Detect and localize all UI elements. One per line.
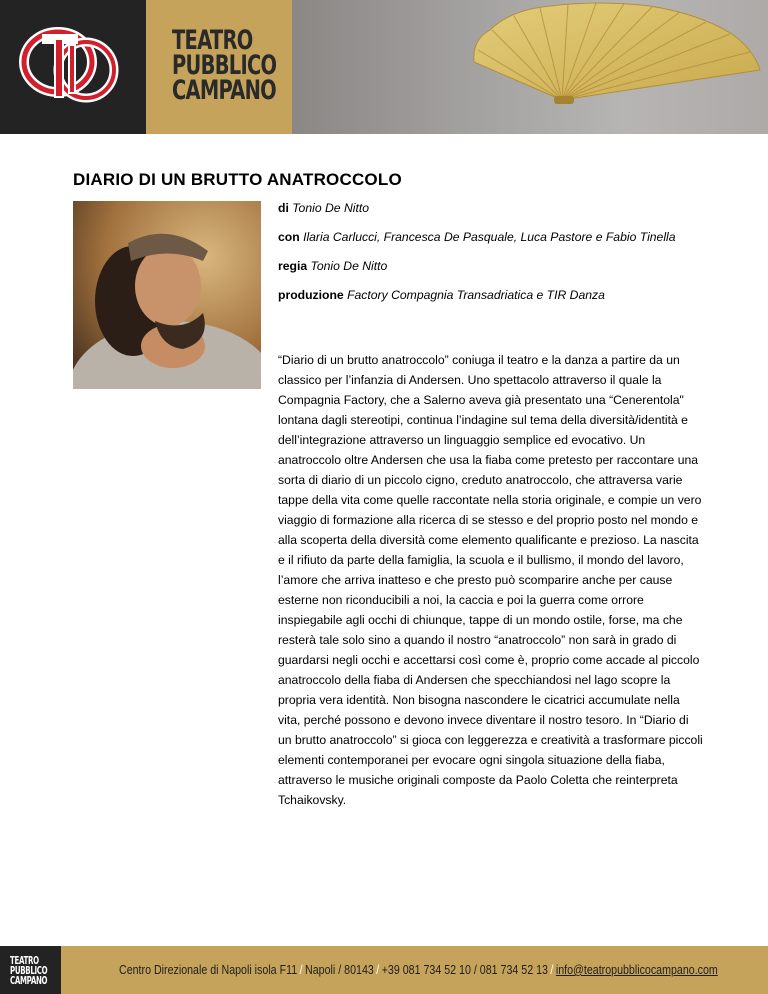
footer-separator: / — [550, 962, 554, 977]
footer-separator: / — [376, 962, 380, 977]
article-body: “Diario di un brutto anatroccolo” coniuga il teatro e la danza a partire da un classico per l’infanzia di Andersen. Uno spettacolo attraverso il quale la Compagnia Factory, che a Salerno aveva già presentato una “Cenerentola" lontana dagli stereotipi, continua l’indagine sul tema della diversità/identità e dell’integrazione attraverso un linguaggio semplice ed evocativo. Un anatroccolo oltre Andersen che usa la fiaba come pretesto per raccontare una sorta di diario di un piccolo cigno, creduto anatroccolo, che attraversa varie tappe della vita come quelle raccontate nella storia originale, e compie un vero viaggio di formazione alla ricerca di se stesso e del proprio posto nel mondo e alla scoperta della diversità come elemento qualificante e prezioso. La nascita e il rifiuto da parte della famiglia, la scuola e il bullismo, il mondo del lavoro, l’amore che arriva inatteso e che presto può scomparire anche per cause esterne non riconducibili a noi, la caccia e poi la guerra come orrore inspiegabile agli occhi di chiunque, tappe di un mondo ostile, forse, ma che resterà tale solo sino a quando il nostro “anatroccolo” non sarà in grado di guardarsi negli occhi e accettarsi così come è, proprio come accade al piccolo anatroccolo della fiaba di Andersen che specchiandosi nel lago scopre la propria vera identità. Non bisogna nascondere le cicatrici accumulate nella vita, perché possono e devono invece diventare il nostro tesoro. In “Diario di un brutto anatroccolo” si gioca con leggerezza e creatività a trasformare piccoli elementi contemporanei per evocare ogni singola situazione della fiaba, attraverso le musiche originali composte da Paolo Coletta che reinterpreta Tchaikovsky. — [278, 353, 703, 807]
footer-address: Centro Direzionale di Napoli isola F11 — [119, 962, 298, 977]
page-header — [0, 0, 768, 134]
brand-line: TEATRO — [172, 25, 253, 56]
show-photo — [73, 201, 261, 389]
footer-contact-bar — [61, 946, 768, 994]
credit-cast: con Ilaria Carlucci, Francesca De Pasquale, Luca Pastore e Fabio Tinella — [278, 230, 676, 244]
footer-logo-line: TEATRO — [10, 954, 39, 967]
footer-phone: +39 081 734 52 10 / 081 734 52 13 — [381, 962, 548, 977]
footer-separator: / — [299, 962, 303, 977]
credit-production: produzione Factory Compagnia Transadriatica e TIR Danza — [278, 288, 605, 302]
brand-line: CAMPANO — [172, 75, 276, 106]
credits-list — [278, 201, 698, 317]
footer-email-link[interactable]: info@teatropubblicocampano.com — [555, 962, 718, 977]
header-logo-box — [0, 0, 146, 134]
golden-fan-icon — [470, 0, 768, 120]
footer-logo-line: CAMPANO — [10, 974, 48, 987]
footer-city: Napoli / 80143 — [305, 962, 374, 977]
credit-author: di Tonio De Nitto — [278, 201, 370, 215]
footer-logo-line: PUBBLICO — [10, 964, 48, 977]
portrait-image — [73, 201, 261, 389]
footer-contact-line — [119, 962, 718, 977]
page-title: DIARIO DI UN BRUTTO ANATROCCOLO — [73, 170, 402, 189]
tpc-logo-icon — [18, 20, 128, 112]
brand-line: PUBBLICO — [172, 50, 277, 81]
page-footer — [0, 946, 768, 994]
footer-logo — [0, 946, 61, 994]
credit-direction: regia Tonio De Nitto — [278, 259, 388, 273]
